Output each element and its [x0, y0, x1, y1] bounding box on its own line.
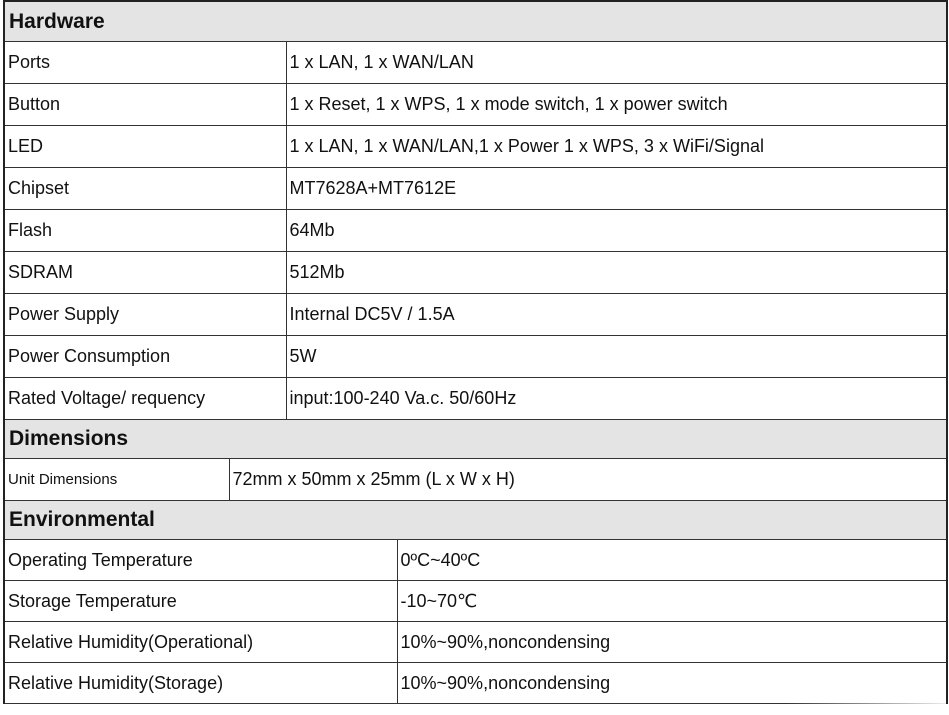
spec-value: input:100-240 Va.c. 50/60Hz: [286, 378, 946, 420]
spec-value: 10%~90%,noncondensing: [397, 622, 946, 663]
table-row: [5, 336, 946, 378]
spec-label: Chipset: [5, 168, 286, 210]
spec-label: Power Supply: [5, 294, 286, 336]
environmental-table: [5, 501, 946, 704]
spec-label: Relative Humidity(Operational): [5, 622, 397, 663]
spec-label: Storage Temperature: [5, 581, 397, 622]
table-row: [5, 294, 946, 336]
table-row: [5, 378, 946, 420]
table-row: [5, 540, 946, 581]
spec-label: Flash: [5, 210, 286, 252]
section-title: Hardware: [5, 2, 946, 42]
table-row: [5, 168, 946, 210]
table-row: [5, 42, 946, 84]
spec-value: 10%~90%,noncondensing: [397, 663, 946, 704]
spec-value: 1 x LAN, 1 x WAN/LAN: [286, 42, 946, 84]
spec-value: Internal DC5V / 1.5A: [286, 294, 946, 336]
dimensions-table: [5, 420, 946, 501]
section-title: Dimensions: [5, 420, 946, 459]
spec-value: 1 x Reset, 1 x WPS, 1 x mode switch, 1 x power switch: [286, 84, 946, 126]
table-row: [5, 84, 946, 126]
spec-label: SDRAM: [5, 252, 286, 294]
spec-label: LED: [5, 126, 286, 168]
spec-label: Operating Temperature: [5, 540, 397, 581]
table-row: [5, 126, 946, 168]
spec-label: Rated Voltage/ requency: [5, 378, 286, 420]
table-row: [5, 459, 946, 501]
table-row: [5, 252, 946, 294]
spec-value: -10~70℃: [397, 581, 946, 622]
spec-value: 1 x LAN, 1 x WAN/LAN,1 x Power 1 x WPS, 3 x WiFi/Signal: [286, 126, 946, 168]
table-row: [5, 622, 946, 663]
spec-value: 512Mb: [286, 252, 946, 294]
spec-value: 0ºC~40ºC: [397, 540, 946, 581]
spec-value: 72mm x 50mm x 25mm (L x W x H): [229, 459, 946, 501]
spec-label: Unit Dimensions: [5, 459, 229, 501]
spec-value: 64Mb: [286, 210, 946, 252]
section-header-hardware: [5, 2, 946, 42]
section-header-environmental: [5, 501, 946, 540]
table-row: [5, 581, 946, 622]
spec-label: Relative Humidity(Storage): [5, 663, 397, 704]
section-title: Environmental: [5, 501, 946, 540]
spec-value: 5W: [286, 336, 946, 378]
table-row: [5, 663, 946, 704]
spec-label: Button: [5, 84, 286, 126]
section-header-dimensions: [5, 420, 946, 459]
spec-label: Power Consumption: [5, 336, 286, 378]
spec-value: MT7628A+MT7612E: [286, 168, 946, 210]
hardware-table: [5, 2, 946, 420]
table-row: [5, 210, 946, 252]
spec-sheet: [3, 0, 948, 704]
spec-label: Ports: [5, 42, 286, 84]
